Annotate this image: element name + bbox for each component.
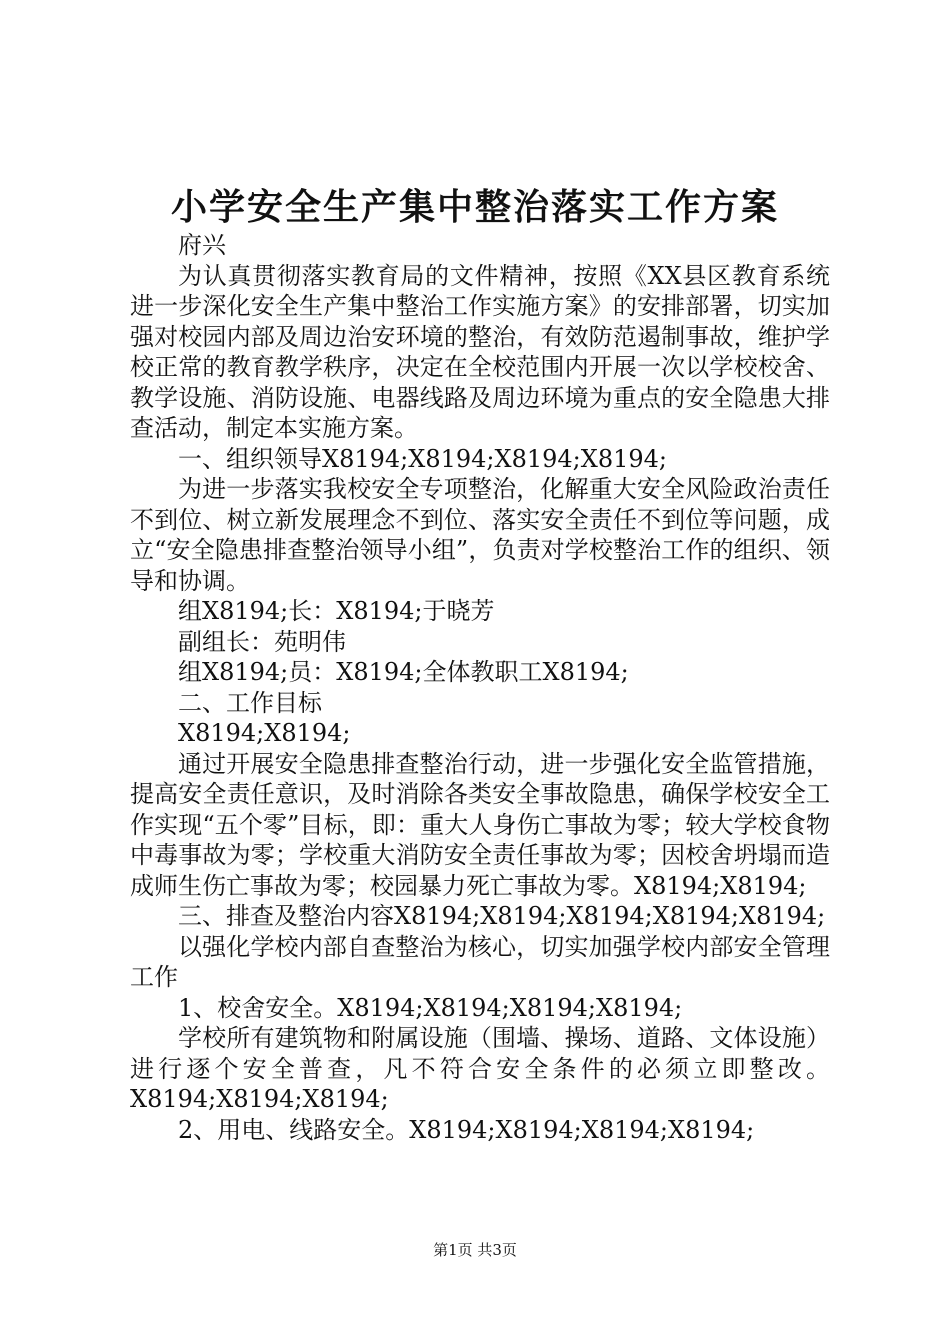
paragraph-deputy-leader: 副组长：苑明伟 (178, 627, 346, 656)
paragraph-group-leader: 组X8194;长：X8194;于晓芳 (178, 597, 495, 625)
paragraph-goals: 通过开展安全隐患排查整治行动，进一步强化安全监管措施，提高安全责任意识，及时消除各类安全事故隐患，确保学校安全工作实现“五个零”目标，即：重大人身伤亡事故为零；较大学校食物中毒事故为零；学校重大消防安全责任事故为零；因校舍坍塌而造成师生伤亡事故为零；校园暴力死亡事故为零。X8194;X8194; (130, 749, 830, 900)
paragraph-author: 府兴 (178, 231, 226, 259)
paragraph-intro: 为认真贯彻落实教育局的文件精神，按照《XX县区教育系统进一步深化安全生产集中整治工作实施方案》的安排部署，切实加强对校园内部及周边治安环境的整治，有效防范遏制事故，维护学校正常的教育教学秩序，决定在全校范围内开展一次以学校校舍、教学设施、消防设施、电器线路及周边环境为重点的安全隐患大排查活动，制定本实施方案。 (130, 261, 830, 442)
paragraph-core: 以强化学校内部自查整治为核心，切实加强学校内部安全管理工作 (130, 932, 830, 991)
section-heading-2: 二、工作目标 (178, 688, 322, 717)
item-heading-1: 1、校舍安全。X8194;X8194;X8194;X8194; (178, 993, 683, 1022)
paragraph-spacer: X8194;X8194; (178, 719, 351, 747)
paragraph-leadership: 为进一步落实我校安全专项整治，化解重大安全风险政治责任不到位、树立新发展理念不到位、落实安全责任不到位等问题，成立“安全隐患排查整治领导小组”，负责对学校整治工作的组织、领导和协调。 (130, 475, 830, 595)
document-title: 小学安全生产集中整治落实工作方案 (170, 187, 779, 228)
item-heading-2: 2、用电、线路安全。X8194;X8194;X8194;X8194; (178, 1115, 755, 1144)
section-heading-3: 三、排查及整治内容X8194;X8194;X8194;X8194;X8194; (178, 902, 826, 930)
paragraph-buildings: 学校所有建筑物和附属设施（围墙、操场、道路、文体设施）进行逐个安全普查，凡不符合安全条件的必须立即整改。X8194;X8194;X8194; (130, 1024, 830, 1113)
section-heading-1: 一、组织领导X8194;X8194;X8194;X8194; (178, 444, 667, 473)
document-body (130, 230, 830, 1145)
page-footer: 第1页 共3页 (433, 1241, 517, 1259)
paragraph-members: 组X8194;员：X8194;全体教职工X8194; (178, 658, 629, 686)
